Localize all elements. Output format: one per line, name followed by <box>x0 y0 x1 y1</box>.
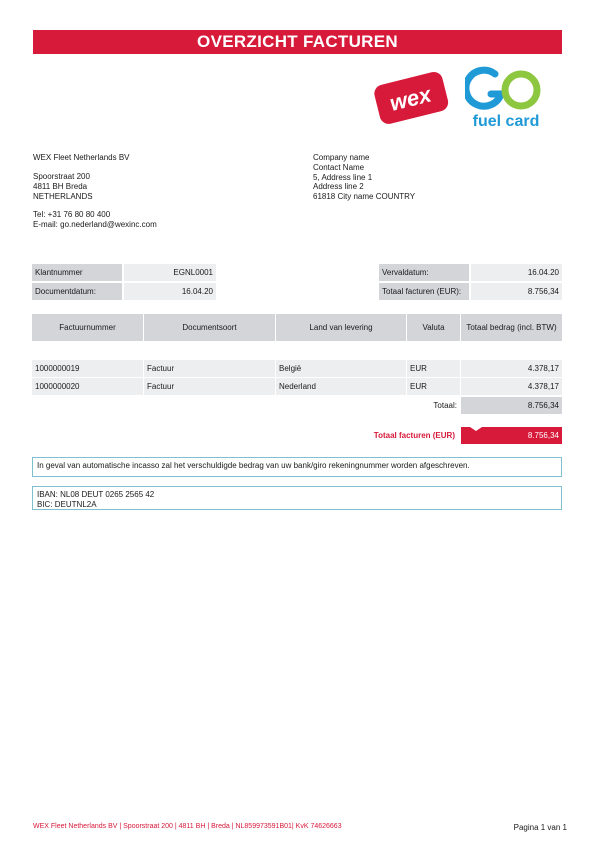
fuel-card-text: fuel card <box>472 113 540 130</box>
go-fuel-card-logo <box>465 66 547 130</box>
grand-total-notch <box>470 427 482 431</box>
iban: IBAN: NL08 DEUT 0265 2565 42 <box>37 490 155 499</box>
cell-bedrag: 4.378,17 <box>461 360 562 377</box>
cell-valuta: EUR <box>407 378 460 395</box>
bank-details <box>32 486 562 510</box>
page-number: Pagina 1 van 1 <box>513 823 567 832</box>
cell-documentsoort: Factuur <box>144 360 275 377</box>
page-title: OVERZICHT FACTUREN <box>33 30 562 54</box>
recipient-contact: Contact Name <box>313 163 365 172</box>
cell-valuta: EUR <box>407 360 460 377</box>
sender-country: NETHERLANDS <box>33 192 93 201</box>
grand-total-label: Totaal facturen (EUR) <box>373 431 455 440</box>
totaal-facturen-label: Totaal facturen (EUR): <box>379 283 469 300</box>
klantnummer-value: EGNL0001 <box>124 264 216 281</box>
sender-name: WEX Fleet Netherlands BV <box>33 153 130 162</box>
totaal-label: Totaal: <box>433 401 457 410</box>
sender-email: E-mail: go.nederland@wexinc.com <box>33 220 157 229</box>
cell-bedrag: 4.378,17 <box>461 378 562 395</box>
recipient-address-line-2: Address line 2 <box>313 182 364 191</box>
cell-factuurnummer: 1000000020 <box>32 378 143 395</box>
cell-factuurnummer: 1000000019 <box>32 360 143 377</box>
cell-land: Nederland <box>276 378 406 395</box>
cell-documentsoort: Factuur <box>144 378 275 395</box>
recipient-address-line-1: 5, Address line 1 <box>313 173 373 182</box>
klantnummer-label: Klantnummer <box>32 264 122 281</box>
notice-text: In geval van automatische incasso zal het verschuldigde bedrag van uw bank/giro rekeningnummer worden afgeschreven. <box>37 461 470 470</box>
col-header-valuta: Valuta <box>407 314 460 341</box>
col-header-documentsoort: Documentsoort <box>144 314 275 341</box>
totaal-facturen-value: 8.756,34 <box>471 283 562 300</box>
recipient-postal-city-country: 61818 City name COUNTRY <box>313 192 416 201</box>
direct-debit-notice <box>32 457 562 477</box>
vervaldatum-label: Vervaldatum: <box>379 264 469 281</box>
vervaldatum-value: 16.04.20 <box>471 264 562 281</box>
col-header-factuurnummer: Factuurnummer <box>32 314 143 341</box>
totaal-value: 8.756,34 <box>461 397 562 414</box>
sender-street: Spoorstraat 200 <box>33 172 90 181</box>
wex-logo <box>370 64 452 130</box>
sender-postal-city: 4811 BH Breda <box>33 182 88 191</box>
grand-total-value: 8.756,34 <box>461 427 562 444</box>
recipient-company: Company name <box>313 153 370 162</box>
footer-company-info: WEX Fleet Netherlands BV | Spoorstraat 200 | 4811 BH | Breda | NL859973591B01| KvK 74626663 <box>33 823 342 830</box>
cell-land: België <box>276 360 406 377</box>
documentdatum-value: 16.04.20 <box>124 283 216 300</box>
col-header-land-van-levering: Land van levering <box>276 314 406 341</box>
documentdatum-label: Documentdatum: <box>32 283 122 300</box>
bic: BIC: DEUTNL2A <box>37 500 97 509</box>
wex-logo-text: wex <box>387 81 434 116</box>
sender-tel: Tel: +31 76 80 80 400 <box>33 210 111 219</box>
col-header-totaal-bedrag: Totaal bedrag (incl. BTW) <box>461 314 562 341</box>
